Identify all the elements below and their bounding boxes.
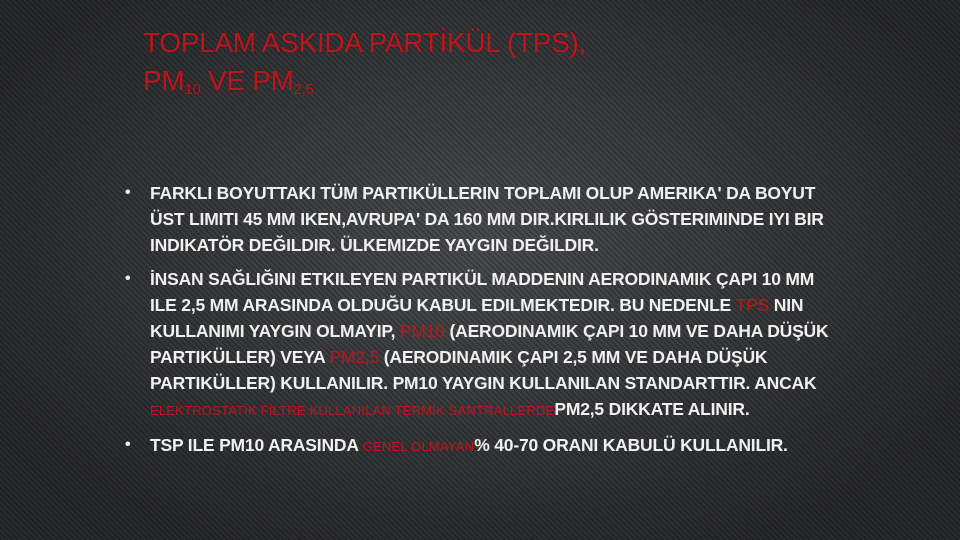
slide-title bbox=[143, 24, 843, 109]
bullet-tsp-ratio bbox=[125, 432, 845, 460]
title-line-1: TOPLAM ASKIDA PARTİKÜL (TPS), bbox=[143, 27, 587, 58]
bullet-2-text-a: İNSAN SAĞLIĞINI ETKILEYEN PARTIKÜL MADDENIN AERODINAMIK ÇAPI 10 ΜM ILE 2,5 MM ARASINDA OLDUĞU KABUL EDILMEKTEDIR. BU NEDENLE bbox=[150, 269, 815, 315]
highlight-pm25: PM2,5 bbox=[329, 347, 380, 367]
title-ve-pm: VE PM bbox=[200, 65, 294, 96]
bullet-dot-icon: • bbox=[125, 270, 131, 287]
title-line-2 bbox=[143, 62, 843, 109]
bullet-2-text-c: (AERODINAMIK ÇAPI 10 ΜM VE DAHA DÜŞÜK PARTIKÜLLER) VEYA bbox=[150, 321, 829, 367]
highlight-genel-olmayan: GENEL OLMAYAN bbox=[362, 439, 475, 454]
bullet-list bbox=[125, 180, 845, 460]
highlight-pm10: PM10 bbox=[399, 321, 445, 341]
highlight-tps: TPS bbox=[735, 295, 770, 315]
bullet-dot-icon: • bbox=[125, 184, 131, 201]
bullet-1-text: FARKLI BOYUTTAKI TÜM PARTIKÜLLERIN TOPLAMI OLUP AMERIKA' DA BOYUT ÜST LIMITI 45 ΜM IKEN,AVRUPA' DA 160 ΜM DIR.KIRLILIK GÖSTERIMINDE IYI BIR INDIKATÖR DEĞILDIR. ÜLKEMIZDE YAYGIN DEĞILDIR. bbox=[150, 183, 824, 255]
bullet-tps-definition bbox=[125, 180, 845, 258]
bullet-pm-usage bbox=[125, 266, 845, 424]
title-subscript-25: 2,5 bbox=[293, 81, 314, 98]
bullet-dot-icon: • bbox=[125, 436, 131, 453]
title-subscript-10: 10 bbox=[184, 81, 201, 98]
bullet-3-text-a: TSP ILE PM10 ARASINDA bbox=[150, 435, 363, 455]
title-pm: PM bbox=[143, 65, 185, 96]
bullet-2-text-e: PM2,5 DIKKATE ALINIR. bbox=[554, 399, 750, 419]
bullet-2-text-b: NIN KULLANIMI YAYGIN OLMAYIP, bbox=[150, 295, 804, 341]
bullet-3-text-b: % 40-70 ORANI KABULÜ KULLANILIR. bbox=[474, 435, 788, 455]
bullet-2-text-d: (AERODINAMIK ÇAPI 2,5 ΜM VE DAHA DÜŞÜK PARTIKÜLLER) KULLANILIR. PM10 YAYGIN KULLANILAN STANDARTTIR. ANCAK bbox=[150, 347, 817, 393]
highlight-elektrostatik: ELEKTROSTATİK FİLTRE KULLANILAN TERMİK SANTRALLERDE bbox=[150, 403, 555, 418]
